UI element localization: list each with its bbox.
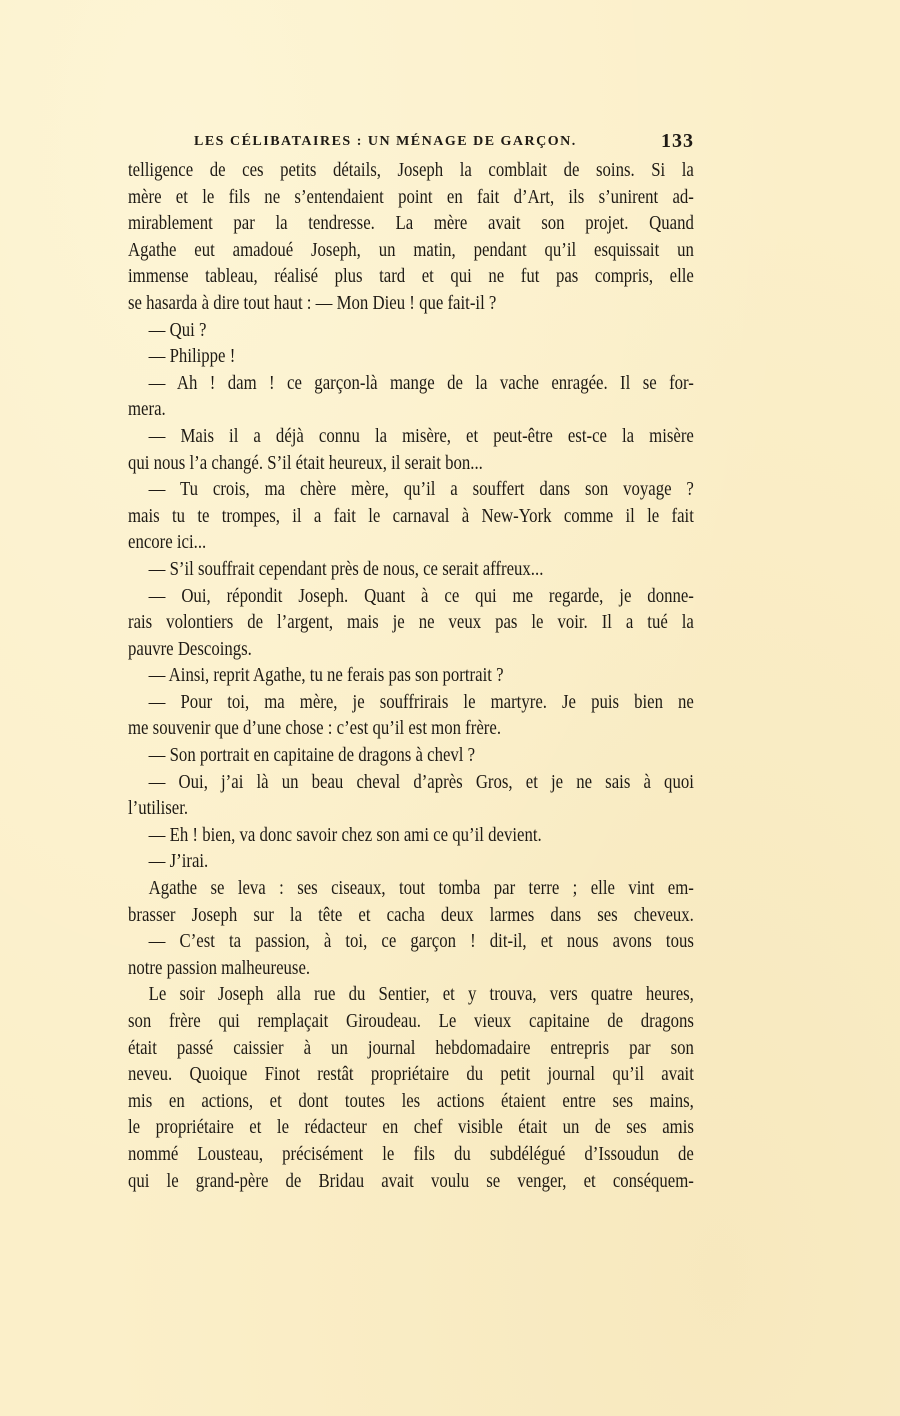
text-line: Agathe eut amadoué Joseph, un matin, pendant qu’il esquissait un	[128, 239, 694, 261]
text-line: nommé Lousteau, précisément le fils du subdélégué d’Issoudun de	[128, 1143, 694, 1165]
text-line: mais tu te trompes, il a fait le carnaval à New-York comme il le fait	[128, 505, 694, 527]
text-line: — Ah ! dam ! ce garçon-là mange de la vache enragée. Il se for-	[148, 372, 694, 394]
text-line: — Ainsi, reprit Agathe, tu ne ferais pas son portrait ?	[148, 665, 504, 687]
text-line: mirablement par la tendresse. La mère avait son projet. Quand	[128, 213, 694, 235]
text-line: — Oui, répondit Joseph. Quant à ce qui me regarde, je donne-	[148, 585, 694, 607]
text-line: neveu. Quoique Finot restât propriétaire du petit journal qu’il avait	[128, 1064, 694, 1086]
text-line: — Mais il a déjà connu la misère, et peut-être est-ce la misère	[148, 425, 694, 447]
text-line: — Tu crois, ma chère mère, qu’il a souffert dans son voyage ?	[148, 479, 694, 501]
text-line: — S’il souffrait cependant près de nous, ce serait affreux...	[148, 558, 544, 580]
running-head	[128, 128, 694, 158]
text-line: — Pour toi, ma mère, je souffrirais le martyre. Je puis bien ne	[148, 691, 694, 713]
text-line: telligence de ces petits détails, Joseph la comblait de soins. Si la	[128, 160, 694, 181]
text-line: rais volontiers de l’argent, mais je ne veux pas le voir. Il a tué la	[128, 612, 694, 634]
text-line: me souvenir que d’une chose : c’est qu’il est mon frère.	[128, 718, 502, 740]
text-line: son frère qui remplaçait Giroudeau. Le vieux capitaine de dragons	[128, 1011, 694, 1032]
text-line: — Philippe !	[148, 346, 236, 368]
text-line: était passé caissier à un journal hebdomadaire entrepris par son	[128, 1037, 694, 1059]
text-line: qui le grand-père de Bridau avait voulu se venger, et conséquem-	[128, 1170, 694, 1192]
body-text	[128, 158, 694, 1195]
text-line: — Son portrait en capitaine de dragons à chevl ?	[148, 745, 476, 767]
text-line: pauvre Descoings.	[128, 638, 252, 660]
text-line: — Eh ! bien, va donc savoir chez son ami ce qu’il devient.	[148, 824, 542, 846]
text-line: mis en actions, et dont toutes les actions étaient entre ses mains,	[128, 1090, 694, 1112]
text-line: se hasarda à dire tout haut : — Mon Dieu ! que fait-il ?	[128, 292, 497, 314]
book-page	[128, 128, 694, 1195]
running-head-title: LES CÉLIBATAIRES : UN MÉNAGE DE GARÇON.	[194, 134, 577, 149]
text-line: Le soir Joseph alla rue du Sentier, et y trouva, vers quatre heures,	[148, 984, 694, 1006]
text-line: notre passion malheureuse.	[128, 957, 311, 979]
text-line: immense tableau, réalisé plus tard et qui ne fut pas compris, elle	[128, 266, 694, 288]
text-line: — J’irai.	[148, 851, 209, 873]
text-line: — C’est ta passion, à toi, ce garçon ! dit-il, et nous avons tous	[148, 931, 694, 953]
text-line: mère et le fils ne s’entendaient point en fait d’Art, ils s’unirent ad-	[128, 186, 694, 208]
text-line: — Qui ?	[148, 319, 207, 341]
text-line: l’utiliser.	[128, 798, 189, 820]
text-line: mera.	[128, 399, 166, 421]
page-number: 133	[661, 130, 694, 152]
text-line: — Oui, j’ai là un beau cheval d’après Gros, et je ne sais à quoi	[148, 771, 694, 793]
text-line: brasser Joseph sur la tête et cacha deux larmes dans ses cheveux.	[128, 904, 694, 926]
text-line: Agathe se leva : ses ciseaux, tout tomba par terre ; elle vint em-	[148, 878, 694, 900]
text-line: le propriétaire et le rédacteur en chef visible était un de ses amis	[128, 1117, 694, 1139]
text-line: encore ici...	[128, 532, 207, 554]
text-line: qui nous l’a changé. S’il était heureux, il serait bon...	[128, 452, 483, 474]
